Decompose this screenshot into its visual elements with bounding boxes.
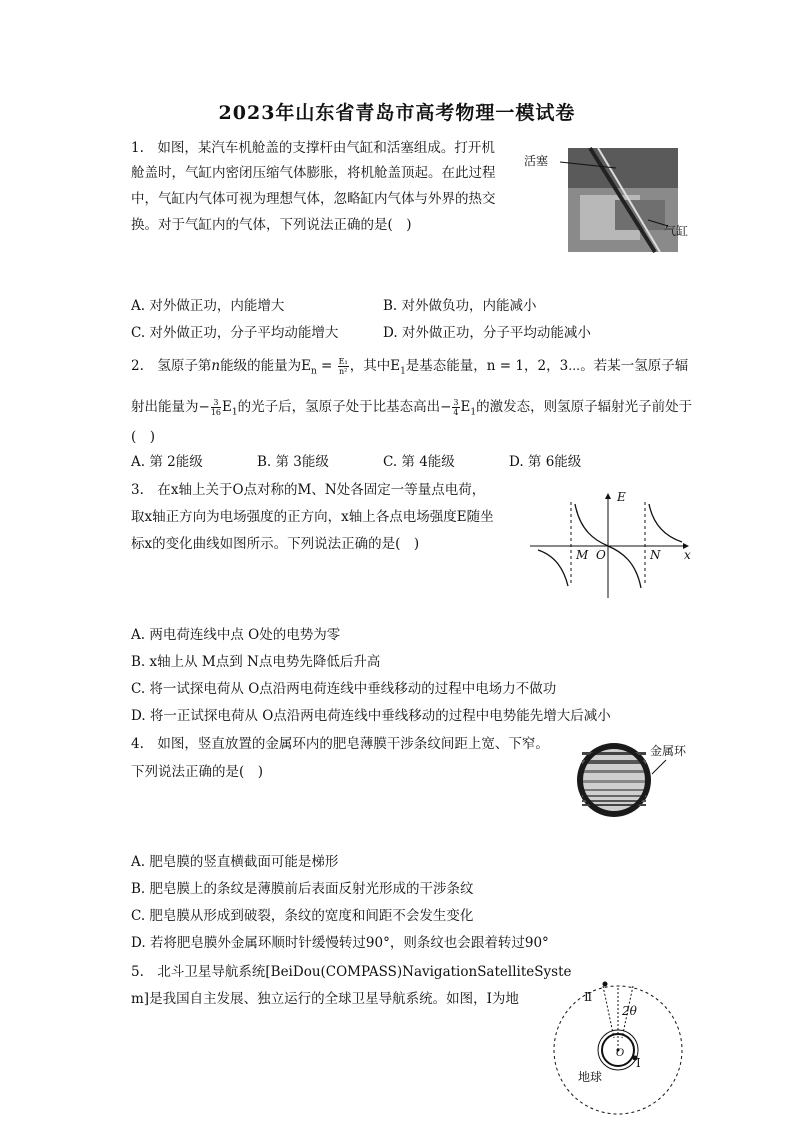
q3-option-a[interactable]: A. 两电荷连线中点 O处的电势为零 (131, 627, 341, 643)
frac-numerator: E₁ (338, 357, 348, 366)
q2-sub: 1 (470, 407, 477, 418)
q1-label-cylinder: 气缸 (664, 224, 689, 238)
frac-numerator: 3 (453, 398, 459, 407)
q2-text: 是基态能量，n = 1，2，3⋯。若某一氢原子辐 (405, 358, 689, 374)
frac-denominator: 16 (210, 408, 221, 417)
q4-line-1: 4. 如图，竖直放置的金属环内的肥皂薄膜干涉条纹间距上宽、下窄。 (131, 736, 549, 752)
q1-line-2: 舱盖时，气缸内密闭压缩气体膨胀，将机舱盖顶起。在此过程 (131, 165, 496, 181)
q5-line-2: m]是我国自主发展、独立运行的全球卫星导航系统。如图，Ⅰ为地 (131, 991, 519, 1007)
q3-option-c[interactable]: C. 将一试探电荷从 O点沿两电荷连线中垂线移动的过程中电场力不做功 (131, 681, 557, 697)
q3-line-1: 3. 在x轴上关于O点对称的M、N处各固定一等量点电荷， (131, 482, 486, 498)
q2-fraction-excited (452, 398, 459, 417)
q5-line-1: 5. 北斗卫星导航系统[BeiDou(COMPASS)NavigationSatelliteSyste (131, 964, 572, 980)
q2-option-d[interactable]: D. 第 6能级 (509, 454, 582, 470)
q1-line-3: 中，气缸内气体可视为理想气体，忽略缸内气体与外界的热交 (131, 191, 496, 207)
q2-text: E (222, 399, 232, 415)
graph-label-o: O (596, 548, 606, 562)
q2-text: 的激发态，则氢原子辐射光子前处于 (476, 399, 693, 415)
frac-denominator: n² (339, 367, 348, 376)
q2-line-3: ( ) (131, 429, 156, 445)
graph-label-e: E (617, 490, 626, 504)
q4-label-ring: 金属环 (650, 744, 687, 758)
q1-option-a[interactable]: A. 对外做正功，内能增大 (131, 298, 285, 314)
q2-sub: 1 (400, 366, 406, 377)
soap-film-ring-figure (574, 740, 654, 820)
q2-fraction-photon (211, 398, 221, 417)
q1-line-1: 1. 如图，某汽车机舱盖的支撑杆由气缸和活塞组成。打开机 (131, 140, 495, 156)
q2-option-a[interactable]: A. 第 2能级 (131, 454, 203, 470)
orbit-label-o: O (616, 1048, 625, 1059)
ring-leader-line (650, 758, 670, 778)
q4-option-a[interactable]: A. 肥皂膜的竖直横截面可能是梯形 (131, 854, 339, 870)
q2-line-2 (131, 397, 692, 423)
q1-option-d[interactable]: D. 对外做正功，分子平均动能减小 (383, 325, 591, 341)
q2-sub: n (310, 366, 317, 377)
q2-text: 射出能量为− (131, 399, 210, 415)
q2-option-c[interactable]: C. 第 4能级 (383, 454, 455, 470)
q1-option-c[interactable]: C. 对外做正功，分子平均动能增大 (131, 325, 339, 341)
q1-label-piston: 活塞 (524, 154, 549, 168)
q2-text: 2. 氢原子第 (131, 358, 212, 374)
q3-option-d[interactable]: D. 将一正试探电荷从 O点沿两电荷连线中垂线移动的过程中电势能先增大后减小 (131, 708, 611, 724)
q2-sub: 1 (231, 407, 238, 418)
q3-line-3: 标x的变化曲线如图所示。下列说法正确的是( ) (131, 536, 420, 552)
frac-numerator: 3 (211, 398, 221, 408)
q4-line-2: 下列说法正确的是( ) (131, 764, 264, 780)
frac-denominator: 4 (453, 408, 459, 417)
q2-text: E (460, 399, 471, 415)
orbit-label-angle: 2θ (622, 1004, 637, 1018)
graph-label-n: N (650, 548, 661, 562)
q2-eq: = (316, 358, 337, 374)
satellite-orbit-figure (548, 972, 688, 1120)
q2-n: n (211, 358, 221, 374)
q4-option-c[interactable]: C. 肥皂膜从形成到破裂，条纹的宽度和间距不会发生变化 (131, 908, 474, 924)
q2-fraction-energy (338, 357, 349, 376)
q3-line-2: 取x轴正方向为电场强度的正方向，x轴上各点电场强度E随坐 (131, 509, 494, 525)
q1-line-4: 换。对于气缸内的气体，下列说法正确的是( ) (131, 217, 412, 233)
q2-text: ，其中E (349, 358, 401, 374)
q3-option-b[interactable]: B. x轴上从 M点到 N点电势先降低后升高 (131, 654, 381, 670)
page-title: 2023年山东省青岛市高考物理一模试卷 (218, 102, 576, 124)
graph-label-m: M (576, 548, 589, 562)
orbit-label-ii: Ⅱ (584, 990, 593, 1004)
q2-text: 能级的能量为E (220, 358, 311, 374)
q2-line-1 (131, 356, 688, 382)
q1-option-b[interactable]: B. 对外做负功，内能减小 (383, 298, 537, 314)
orbit-label-earth: 地球 (578, 1070, 603, 1084)
q4-option-d[interactable]: D. 若将肥皂膜外金属环顺时针缓慢转过90°，则条纹也会跟着转过90° (131, 935, 549, 951)
graph-label-x: x (684, 548, 691, 562)
q4-option-b[interactable]: B. 肥皂膜上的条纹是薄膜前后表面反射光形成的干涉条纹 (131, 881, 474, 897)
field-strength-graph (528, 490, 698, 602)
q2-option-b[interactable]: B. 第 3能级 (257, 454, 329, 470)
q2-text: 的光子后，氢原子处于比基态高出− (237, 399, 452, 415)
orbit-label-i: Ⅰ (636, 1056, 641, 1070)
